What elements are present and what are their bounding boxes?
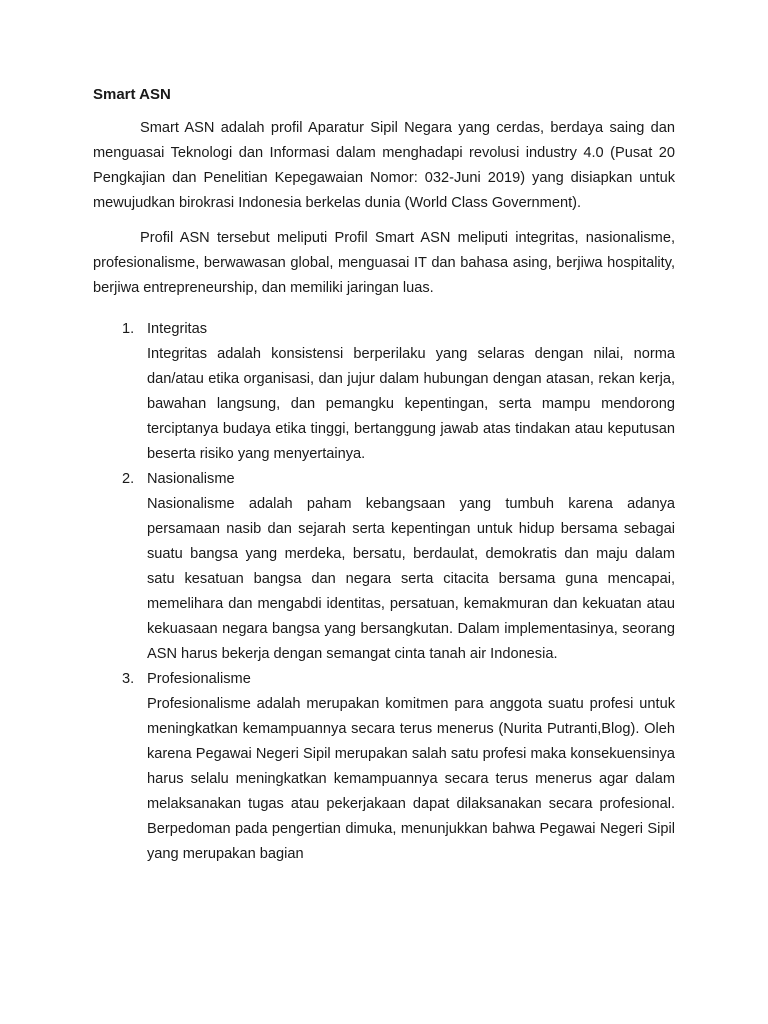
- section-number: 2.: [122, 471, 135, 487]
- document-page: [93, 82, 675, 867]
- section-nasionalisme: [93, 467, 675, 667]
- section-body: Profesionalisme adalah merupakan komitmen para anggota suatu profesi untuk meningkatkan kemampuannya secara terus menerus (Nurita Putranti,Blog). Oleh karena Pegawai Negeri Sipil merupakan salah satu profesi maka konsekuensinya harus selalu meningkatkan kemampuannya secara terus menerus agar dalam melaksanakan tugas atau pekerjakaan dapat dilaksanakan secara profesional. Berpedoman pada pengertian dimuka, menunjukkan bahwa Pegawai Negeri Sipil yang merupakan bagian: [147, 696, 675, 862]
- section-heading: Nasionalisme: [147, 471, 235, 487]
- section-number: 3.: [122, 671, 135, 687]
- profile-paragraph: Profil ASN tersebut meliputi Profil Smart ASN meliputi integritas, nasionalisme, profesionalisme, berwawasan global, menguasai IT dan bahasa asing, berjiwa hospitality, berjiwa entrepreneurship, dan memiliki jaringan luas.: [93, 230, 675, 296]
- section-number: 1.: [122, 321, 135, 337]
- section-profesionalisme: [93, 667, 675, 867]
- section-body: Integritas adalah konsistensi berperilaku yang selaras dengan nilai, norma dan/atau etika organisasi, dan jujur dalam hubungan dengan atasan, rekan kerja, bawahan langsung, dan pemangku kepentingan, serta mampu mendorong terciptanya budaya etika tinggi, bertanggung jawab atas tindakan atau keputusan beserta risiko yang menyertainya.: [147, 346, 675, 462]
- section-heading: Integritas: [147, 321, 208, 337]
- intro-paragraph: Smart ASN adalah profil Aparatur Sipil Negara yang cerdas, berdaya saing dan menguasai Teknologi dan Informasi dalam menghadapi revolusi industry 4.0 (Pusat 20 Pengkajian dan Penelitian Kepegawaian Nomor: 032-Juni 2019) yang disiapkan untuk mewujudkan birokrasi Indonesia berkelas dunia (World Class Government).: [93, 120, 675, 211]
- document-title: Smart ASN: [93, 86, 171, 103]
- section-heading: Profesionalisme: [147, 671, 251, 687]
- section-list: [93, 317, 675, 867]
- section-body: Nasionalisme adalah paham kebangsaan yang tumbuh karena adanya persamaan nasib dan sejarah serta kepentingan untuk hidup bersama sebagai suatu bangsa yang merdeka, bersatu, berdaulat, demokratis dan maju dalam satu kesatuan bangsa dan negara serta citacita bersama guna mencapai, memelihara dan mengabdi identitas, persatuan, kemakmuran dan kekuatan atau kekuasaan negara bangsa yang bersangkutan. Dalam implementasinya, seorang ASN harus bekerja dengan semangat cinta tanah air Indonesia.: [147, 496, 675, 662]
- section-integritas: [93, 317, 675, 467]
